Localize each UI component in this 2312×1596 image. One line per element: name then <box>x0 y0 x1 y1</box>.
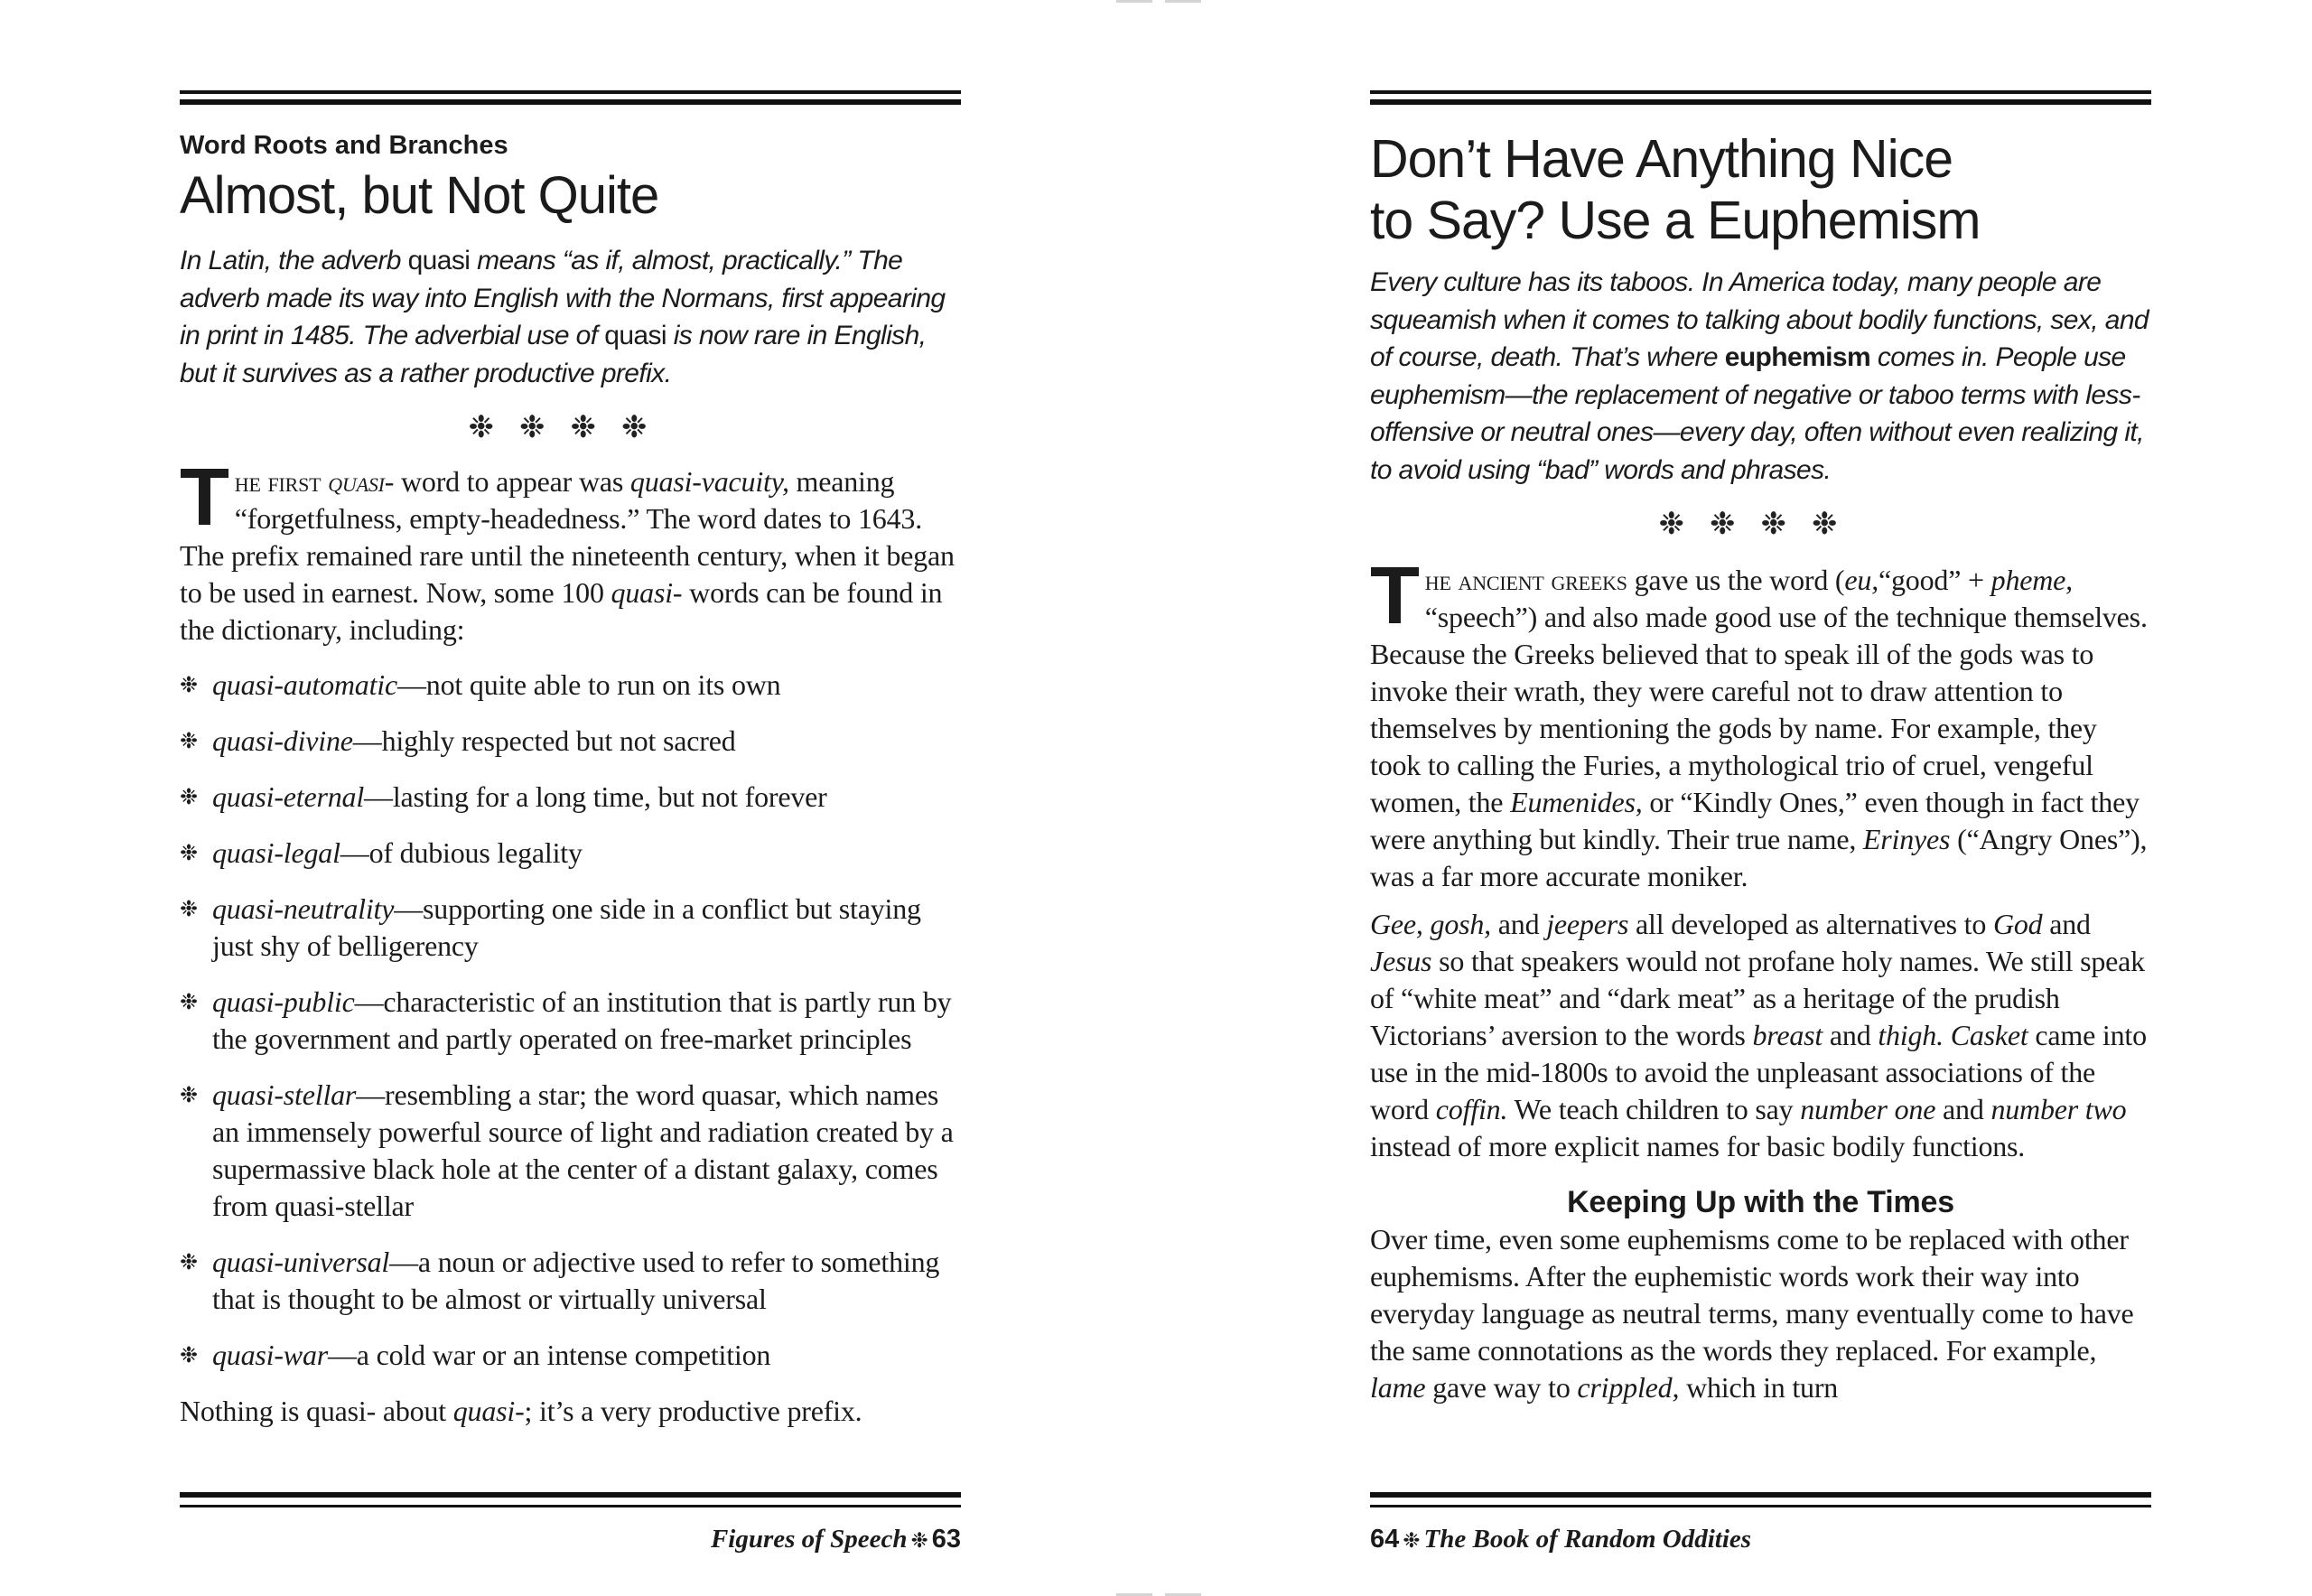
paragraph: Over time, even some euphemisms come to be replaced with other euphemisms. After the euphemistic words work their way into everyday language as neutral terms, many eventually come to have the same connotations as the words they replaced. For example, lame gave way to crippled, which in turn <box>1370 1223 2134 1404</box>
subheading: Keeping Up with the Times <box>1567 1185 1954 1219</box>
top-rule <box>1370 90 2151 105</box>
drop-cap: T <box>1370 551 1420 641</box>
bullet-icon: ❉ <box>180 1082 198 1107</box>
bullet-icon: ❉ <box>180 784 198 809</box>
bullet-icon: ❉ <box>180 840 198 865</box>
list-item: ❉ quasi-automatic—not quite able to run on its own <box>180 667 961 704</box>
list-item: ❉ quasi-public—characteristic of an institution that is partly run by the government and partly operated on free-market principles <box>180 985 952 1055</box>
page-number: 64 <box>1370 1525 1400 1554</box>
closing-line: Nothing is quasi- about quasi-; it’s a very productive prefix. <box>180 1395 862 1427</box>
top-rule <box>180 90 961 105</box>
page-number: 63 <box>931 1525 961 1554</box>
ornament-icon: ❉ <box>1403 1529 1421 1553</box>
page-footer: Figures of Speech ❉ 63 <box>710 1525 961 1554</box>
divider-ornament: ❉❉❉❉ <box>468 409 673 445</box>
left-page <box>180 90 961 1554</box>
page-title: Don’t Have Anything Nice to Say? Use a Euphemism <box>1370 129 1981 250</box>
crop-marks-top <box>1116 0 1201 3</box>
list-item: ❉ quasi-legal—of dubious legality <box>180 835 961 872</box>
list-item: ❉ quasi-universal—a noun or adjective used to refer to something that is thought to be almost or virtually universal <box>180 1246 940 1315</box>
section-kicker: Word Roots and Branches <box>180 131 508 160</box>
ornament-icon: ❉ <box>910 1529 928 1553</box>
body-text <box>180 453 961 1430</box>
opening-paragraph: The ancient greeks gave us the word (eu,“good” + pheme, “speech”) and also made good use of the technique themselves. Because the Greeks believed that to speak ill of the gods was to invoke their wrath, they were careful not to draw attention to themselves by mentioning the gods by name. For example, they took to calling the Furies, a mythological trio of cruel, vengeful women, the Eumenides, or “Kindly Ones,” even though in fact they were anything but kindly. Their true name, Erinyes (“Angry Ones”), was a far more accurate moniker. <box>1370 551 2148 892</box>
list-item: ❉ quasi-eternal—lasting for a long time, but not forever <box>180 779 961 816</box>
bullet-icon: ❉ <box>180 989 198 1014</box>
intro-text: In Latin, the adverb quasi means “as if, almost, practically.” The adverb made its way into English with the Normans, first appearing in print in 1485. The adverbial use of quasi is now rare in English, but it survives as a rather productive prefix. <box>180 246 946 388</box>
intro-text: Every culture has its taboos. In America today, many people are squeamish when it comes to talking about bodily functions, sex, and of course, death. That’s where euphemism comes in. People use euphemism—the replacement of negative or taboo terms with less-offensive or neutral ones—every day, often without even realizing it, to avoid using “bad” words and phrases. <box>1370 267 2149 485</box>
list-item: ❉ quasi-stellar—resembling a star; the word quasar, which names an immensely powerful source of light and radiation created by a supermassive black hole at the center of a distant galaxy, comes from quasi-stellar <box>180 1078 954 1222</box>
bottom-rule <box>180 1492 961 1507</box>
opening-paragraph: The first quasi- word to appear was quasi-vacuity, meaning “forgetfulness, empty-headedness.” The word dates to 1643. The prefix remained rare until the nineteenth century, when it began to be used in earnest. Now, some 100 quasi- words can be found in the dictionary, including: <box>180 453 955 646</box>
bullet-icon: ❉ <box>180 896 198 921</box>
page-title: Almost, but Not Quite <box>180 166 659 225</box>
page-footer: 64 ❉ The Book of Random Oddities <box>1370 1525 1752 1554</box>
list-item: ❉ quasi-divine—highly respected but not sacred <box>180 723 961 760</box>
list-item: ❉ quasi-war—a cold war or an intense competition <box>180 1337 961 1374</box>
right-page <box>1370 90 2151 1554</box>
bullet-icon: ❉ <box>180 672 198 697</box>
divider-ornament: ❉❉❉❉ <box>1658 506 1863 542</box>
bullet-icon: ❉ <box>180 1249 198 1274</box>
paragraph: Gee, gosh, and jeepers all developed as alternatives to God and Jesus so that speakers would not profane holy names. We still speak of “white meat” and “dark meat” as a heritage of the prudish Victorians’ aversion to the words breast and thigh. Casket came into use in the mid-1800s to avoid the unpleasant associations of the word coffin. We teach children to say number one and number two instead of more explicit names for basic bodily functions. <box>1370 908 2147 1162</box>
bullet-icon: ❉ <box>180 728 198 753</box>
bottom-rule <box>1370 1492 2151 1507</box>
body-text <box>1370 551 2151 1406</box>
bullet-icon: ❉ <box>180 1342 198 1367</box>
quasi-word-list <box>180 667 961 1374</box>
drop-cap: T <box>180 453 229 543</box>
list-item: ❉ quasi-neutrality—supporting one side in a conflict but staying just shy of belligerency <box>180 892 921 962</box>
